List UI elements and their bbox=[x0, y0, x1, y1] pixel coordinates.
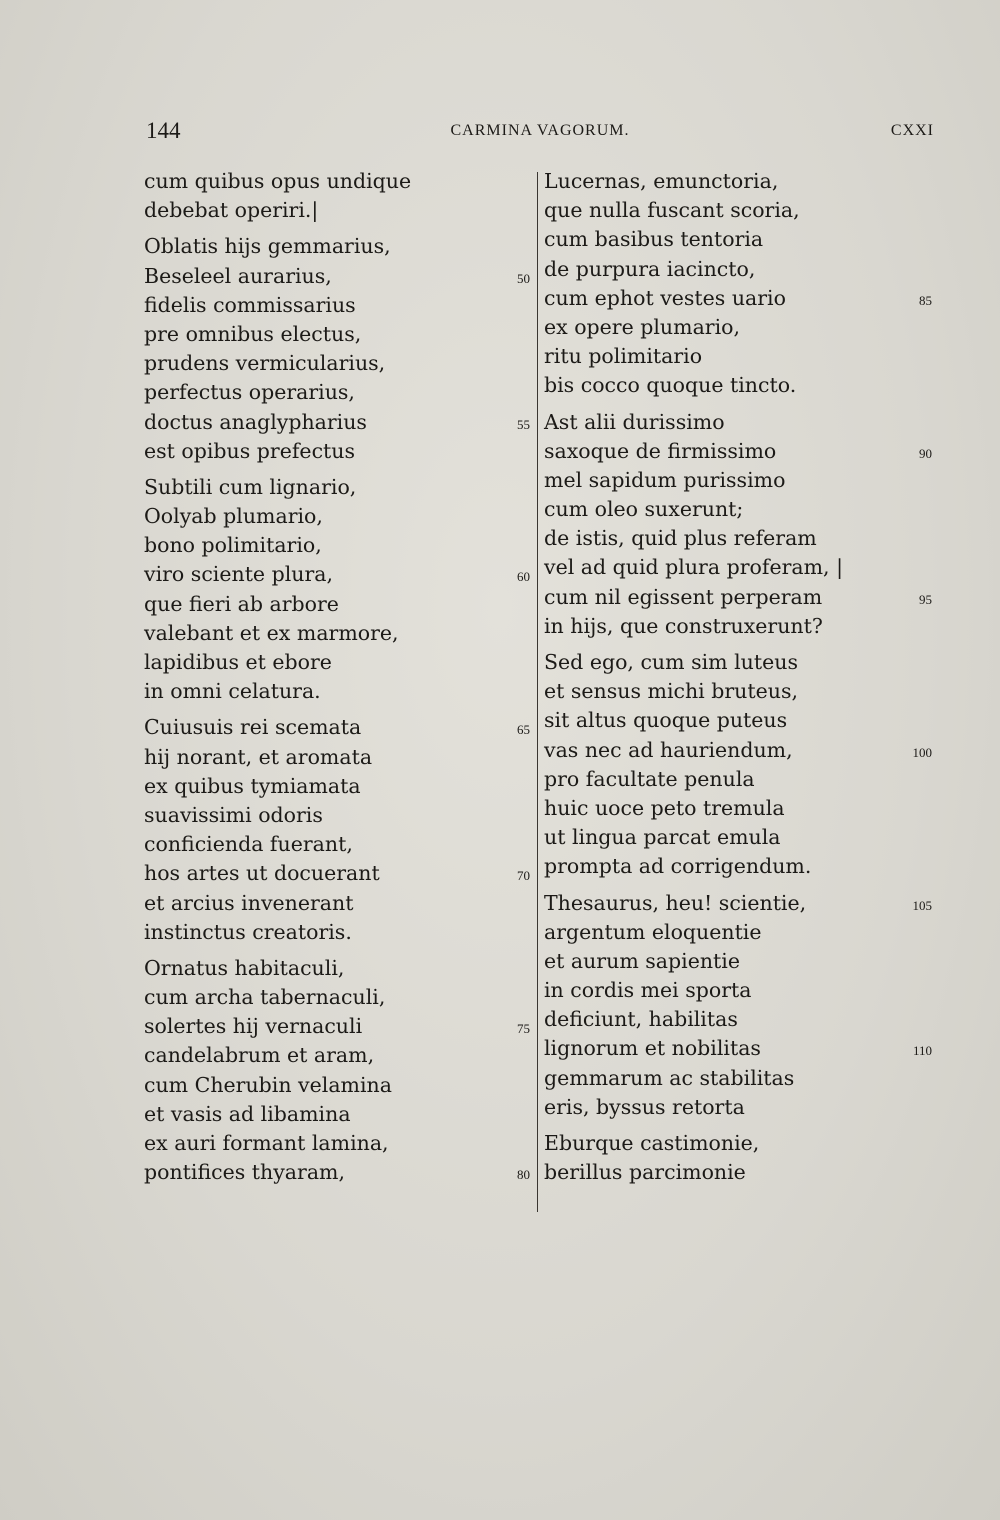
verse-line bbox=[140, 502, 522, 531]
stanza bbox=[536, 889, 936, 1123]
verse-line bbox=[140, 378, 522, 407]
verse-text: mel sapidum purissimo bbox=[544, 467, 786, 492]
verse-text: cum basibus tentoria bbox=[544, 227, 764, 252]
verse-line bbox=[536, 342, 936, 371]
verse-text: ex quibus tymiamata bbox=[144, 773, 361, 798]
verse-text: solertes hij vernaculi bbox=[144, 1014, 363, 1039]
verse-text: Beseleel aurarius, bbox=[144, 263, 332, 288]
verse-line bbox=[140, 1100, 522, 1129]
verse-line bbox=[536, 677, 936, 706]
verse-text: pontifices thyaram, bbox=[144, 1160, 346, 1185]
verse-text: suavissimi odoris bbox=[144, 802, 323, 827]
verse-line bbox=[140, 677, 522, 706]
verse-text: lignorum et nobilitas bbox=[544, 1036, 761, 1061]
verse-text: bis cocco quoque tincto. bbox=[544, 373, 797, 398]
verse-line bbox=[140, 167, 522, 196]
verse-line bbox=[140, 262, 530, 291]
verse-text: lapidibus et ebore bbox=[144, 650, 332, 674]
verse-text: ut lingua parcat emula bbox=[544, 825, 781, 850]
verse-line bbox=[536, 437, 936, 466]
verse-text: cum archa tabernaculi, bbox=[144, 985, 386, 1010]
verse-text: doctus anaglypharius bbox=[144, 409, 367, 434]
verse-text: que nulla fuscant scoria, bbox=[544, 198, 800, 223]
verse-text: instinctus creatoris. bbox=[144, 919, 352, 944]
verse-line bbox=[536, 466, 936, 495]
verse-text: Sed ego, cum sim luteus bbox=[544, 650, 798, 674]
verse-text: et sensus michi bruteus, bbox=[544, 679, 798, 704]
verse-text: berillus parcimonie bbox=[544, 1160, 746, 1185]
verse-text: ex opere plumario, bbox=[544, 314, 741, 339]
verse-line bbox=[536, 1129, 936, 1158]
verse-text: vel ad quid plura proferam, | bbox=[544, 555, 843, 580]
verse-line bbox=[536, 371, 936, 400]
verse-line bbox=[140, 619, 522, 648]
verse-line bbox=[140, 232, 522, 261]
verse-text: que fieri ab arbore bbox=[144, 591, 339, 616]
verse-text: argentum eloquentie bbox=[544, 919, 762, 944]
line-number: 65 bbox=[517, 722, 530, 738]
verse-text: perfectus operarius, bbox=[144, 380, 355, 405]
verse-line bbox=[536, 765, 936, 794]
verse-line bbox=[140, 1129, 522, 1158]
verse-text: et vasis ad libamina bbox=[144, 1101, 351, 1126]
line-number: 50 bbox=[517, 270, 530, 286]
verse-line bbox=[140, 830, 522, 859]
verse-text: prudens vermicularius, bbox=[144, 351, 386, 376]
verse-text: Lucernas, emunctoria, bbox=[544, 169, 779, 193]
line-number: 90 bbox=[919, 445, 932, 461]
page-header bbox=[146, 118, 934, 152]
verse-line bbox=[140, 801, 522, 830]
verse-line bbox=[140, 983, 522, 1012]
verse-line bbox=[140, 648, 522, 677]
verse-line bbox=[140, 320, 522, 349]
verse-text: de istis, quid plus referam bbox=[544, 526, 817, 551]
verse-line bbox=[536, 976, 936, 1005]
verse-line bbox=[536, 1034, 936, 1063]
line-number: 80 bbox=[517, 1167, 530, 1183]
running-title: CARMINA VAGORUM. bbox=[450, 122, 630, 139]
stanza bbox=[140, 232, 530, 466]
verse-text: cum nil egissent perperam bbox=[544, 584, 823, 609]
verse-text: in cordis mei sporta bbox=[544, 978, 752, 1003]
verse-line bbox=[536, 408, 936, 437]
section-number: CXXI bbox=[890, 122, 934, 139]
verse-text: viro sciente plura, bbox=[144, 562, 333, 587]
verse-line bbox=[536, 225, 936, 254]
verse-line bbox=[140, 437, 522, 466]
verse-text: eris, byssus retorta bbox=[544, 1094, 745, 1119]
verse-text: cum ephot vestes uario bbox=[544, 285, 786, 310]
stanza bbox=[536, 408, 936, 642]
verse-text: in hijs, que construxerunt? bbox=[544, 613, 823, 638]
verse-text: cum quibus opus undique bbox=[144, 169, 412, 193]
verse-line bbox=[536, 736, 936, 765]
verse-text: hij norant, et aromata bbox=[144, 744, 373, 769]
verse-text: Thesaurus, heu! scientie, bbox=[544, 890, 807, 915]
verse-line bbox=[536, 1093, 936, 1122]
stanza bbox=[536, 167, 936, 401]
line-number: 75 bbox=[517, 1021, 530, 1037]
verse-line bbox=[536, 823, 936, 852]
verse-text: de purpura iacincto, bbox=[544, 256, 756, 281]
verse-line bbox=[536, 1064, 936, 1093]
verse-line bbox=[140, 473, 522, 502]
verse-text: cum Cherubin velamina bbox=[144, 1072, 392, 1097]
verse-text: deficiunt, habilitas bbox=[544, 1007, 738, 1032]
verse-text: Ast alii durissimo bbox=[544, 409, 725, 434]
verse-line bbox=[140, 1041, 522, 1070]
verse-text: pro facultate penula bbox=[544, 766, 755, 791]
verse-line bbox=[140, 743, 522, 772]
stanza bbox=[140, 167, 522, 225]
right-column bbox=[536, 167, 936, 1194]
line-number: 95 bbox=[919, 591, 932, 607]
verse-line bbox=[536, 612, 936, 641]
stanza bbox=[140, 713, 530, 947]
verse-text: et arcius invenerant bbox=[144, 890, 354, 915]
line-number: 105 bbox=[912, 897, 932, 913]
verse-line bbox=[536, 313, 936, 342]
left-column bbox=[140, 167, 530, 1194]
line-number: 55 bbox=[517, 416, 530, 432]
verse-line bbox=[140, 954, 522, 983]
verse-line bbox=[140, 713, 530, 742]
verse-text: in omni celatura. bbox=[144, 679, 321, 704]
verse-line bbox=[536, 284, 936, 313]
verse-line bbox=[140, 560, 530, 589]
verse-text: gemmarum ac stabilitas bbox=[544, 1065, 795, 1090]
verse-text: hos artes ut docuerant bbox=[144, 861, 380, 886]
line-number: 110 bbox=[912, 1043, 932, 1059]
verse-line bbox=[140, 1071, 522, 1100]
verse-text: cum oleo suxerunt; bbox=[544, 497, 744, 522]
verse-text: valebant et ex marmore, bbox=[144, 620, 399, 645]
verse-text: Oblatis hijs gemmarius, bbox=[144, 234, 391, 259]
verse-line bbox=[140, 408, 530, 437]
verse-line bbox=[536, 583, 936, 612]
verse-text: pre omnibus electus, bbox=[144, 321, 362, 346]
verse-line bbox=[536, 196, 936, 225]
verse-line bbox=[140, 889, 522, 918]
verse-text: Subtili cum lignario, bbox=[144, 474, 357, 499]
verse-line bbox=[536, 553, 936, 582]
verse-line bbox=[140, 1158, 530, 1187]
verse-text: candelabrum et aram, bbox=[144, 1043, 375, 1068]
verse-line bbox=[536, 167, 936, 196]
verse-text: huic uoce peto tremula bbox=[544, 795, 785, 820]
verse-line bbox=[536, 947, 936, 976]
verse-text: Ornatus habitaculi, bbox=[144, 955, 345, 980]
verse-line bbox=[140, 349, 522, 378]
verse-text: Eburque castimonie, bbox=[544, 1131, 760, 1155]
verse-line bbox=[140, 531, 522, 560]
verse-text: et aurum sapientie bbox=[544, 948, 740, 973]
verse-line bbox=[140, 590, 522, 619]
verse-line bbox=[536, 495, 936, 524]
verse-text: saxoque de firmissimo bbox=[544, 438, 777, 463]
verse-text: ex auri formant lamina, bbox=[144, 1131, 389, 1155]
verse-line bbox=[536, 852, 936, 881]
line-number: 100 bbox=[912, 744, 932, 760]
verse-text: prompta ad corrigendum. bbox=[544, 854, 812, 879]
verse-line bbox=[536, 1005, 936, 1034]
verse-text: Cuiusuis rei scemata bbox=[144, 715, 362, 740]
verse-text: sit altus quoque puteus bbox=[544, 708, 788, 733]
verse-line bbox=[536, 648, 936, 677]
verse-line bbox=[536, 794, 936, 823]
verse-text: est opibus prefectus bbox=[144, 438, 356, 463]
stanza bbox=[536, 648, 936, 882]
verse-line bbox=[140, 196, 522, 225]
verse-text: fidelis commissarius bbox=[144, 292, 356, 317]
verse-line bbox=[536, 889, 936, 918]
verse-line bbox=[140, 291, 522, 320]
line-number: 70 bbox=[517, 868, 530, 884]
line-number: 85 bbox=[919, 292, 932, 308]
page-number: 144 bbox=[146, 118, 181, 143]
verse-line bbox=[140, 772, 522, 801]
stanza bbox=[140, 954, 530, 1188]
verse-text: ritu polimitario bbox=[544, 344, 703, 369]
verse-line bbox=[140, 1012, 530, 1041]
stanza bbox=[140, 473, 530, 707]
verse-line bbox=[140, 918, 522, 947]
line-number: 60 bbox=[517, 569, 530, 585]
verse-text: vas nec ad hauriendum, bbox=[544, 737, 793, 762]
verse-line bbox=[536, 1158, 936, 1187]
verse-line bbox=[140, 859, 530, 888]
verse-text: bono polimitario, bbox=[144, 533, 322, 558]
verse-line bbox=[536, 255, 936, 284]
verse-text: Oolyab plumario, bbox=[144, 504, 323, 529]
verse-line bbox=[536, 706, 936, 735]
verse-text: conficienda fuerant, bbox=[144, 832, 353, 857]
stanza bbox=[536, 1129, 936, 1187]
verse-text: debebat operiri.| bbox=[144, 198, 319, 223]
verse-line bbox=[536, 524, 936, 553]
verse-line bbox=[536, 918, 936, 947]
